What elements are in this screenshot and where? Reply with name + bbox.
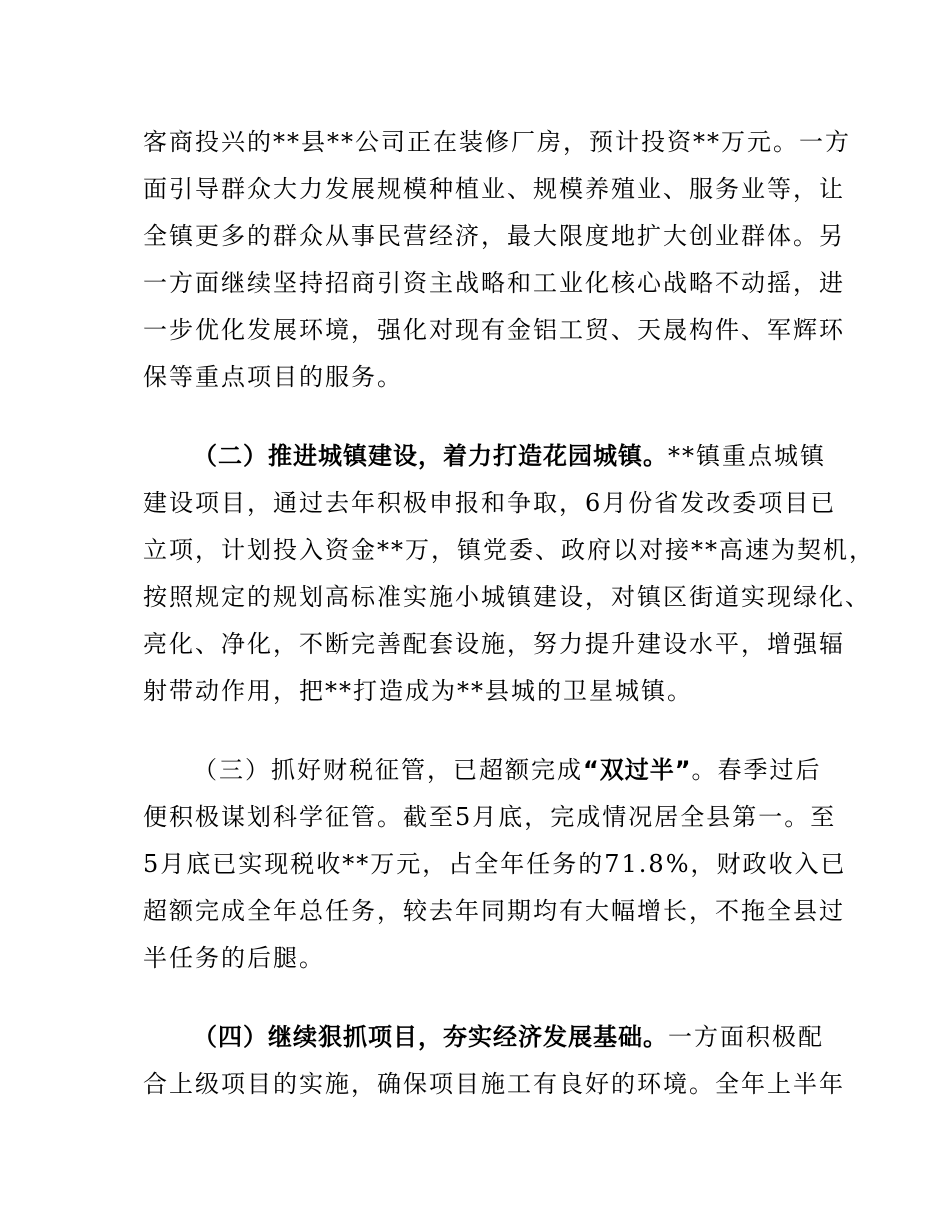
text-line: 5月底已实现税收**万元，占全年任务的71.8%，财政收入已 (143, 850, 847, 878)
text-line: 按照规定的规划高标准实施小城镇建设，对镇区街道实现绿化、 (143, 583, 871, 611)
text-line: 合上级项目的实施，确保项目施工有良好的环境。全年上半年 (143, 1070, 845, 1098)
text-line: 立项，计划投入资金**万，镇党委、政府以对接**高速为契机， (143, 536, 875, 564)
text-line: 半任务的后腿。 (143, 944, 325, 972)
section-3-paragraph (143, 747, 847, 982)
section-3-first-line-text: 。春季过后 (691, 756, 822, 784)
section-2-paragraph (143, 433, 875, 715)
text-line: 客商投兴的**县**公司正在装修厂房，预计投资**万元。一方 (143, 128, 851, 156)
section-4-heading: （四）继续狠抓项目，夯实经济发展基础。 (193, 1023, 668, 1051)
text-line: 便积极谋划科学征管。截至5月底，完成情况居全县第一。至 (143, 803, 837, 831)
paragraph-gap (143, 982, 823, 1014)
text-line: 全镇更多的群众从事民营经济，最大限度地扩大创业群体。另 (143, 222, 845, 250)
section-4-first-line (143, 1014, 823, 1061)
text-line: 亮化、净化，不断完善配套设施，努力提升建设水平，增强辐 (143, 630, 845, 658)
text-line: 建设项目，通过去年积极申报和争取，6月份省发改委项目已 (143, 489, 837, 517)
section-2-first-line-text: **镇重点城镇 (668, 442, 826, 470)
section-2-heading: （二）推进城镇建设，着力打造花园城镇。 (193, 442, 668, 470)
paragraph-continued (143, 119, 851, 401)
text-line: 一方面继续坚持招商引资主战略和工业化核心战略不动摇，进 (143, 269, 845, 297)
text-line: 射带动作用，把**打造成为**县城的卫星城镇。 (143, 677, 693, 705)
text-line: 保等重点项目的服务。 (143, 363, 403, 391)
section-3-first-line (143, 747, 823, 794)
paragraph-gap (143, 401, 823, 433)
text-line: 面引导群众大力发展规模种植业、规模养殖业、服务业等，让 (143, 175, 845, 203)
section-2-first-line (143, 433, 826, 480)
section-4-first-line-text: 一方面积极配 (668, 1023, 824, 1051)
section-3-heading-emphasis: “双过半” (583, 756, 692, 784)
text-line: 一步优化发展环境，强化对现有金铝工贸、天晟构件、军辉环 (143, 316, 845, 344)
document-body (143, 119, 875, 1108)
paragraph-gap (143, 715, 823, 747)
section-4-paragraph (143, 1014, 845, 1108)
section-3-heading: （三）抓好财税征管，已超额完成 (193, 756, 583, 784)
text-line: 超额完成全年总任务，较去年同期均有大幅增长，不拖全县过 (143, 897, 845, 925)
